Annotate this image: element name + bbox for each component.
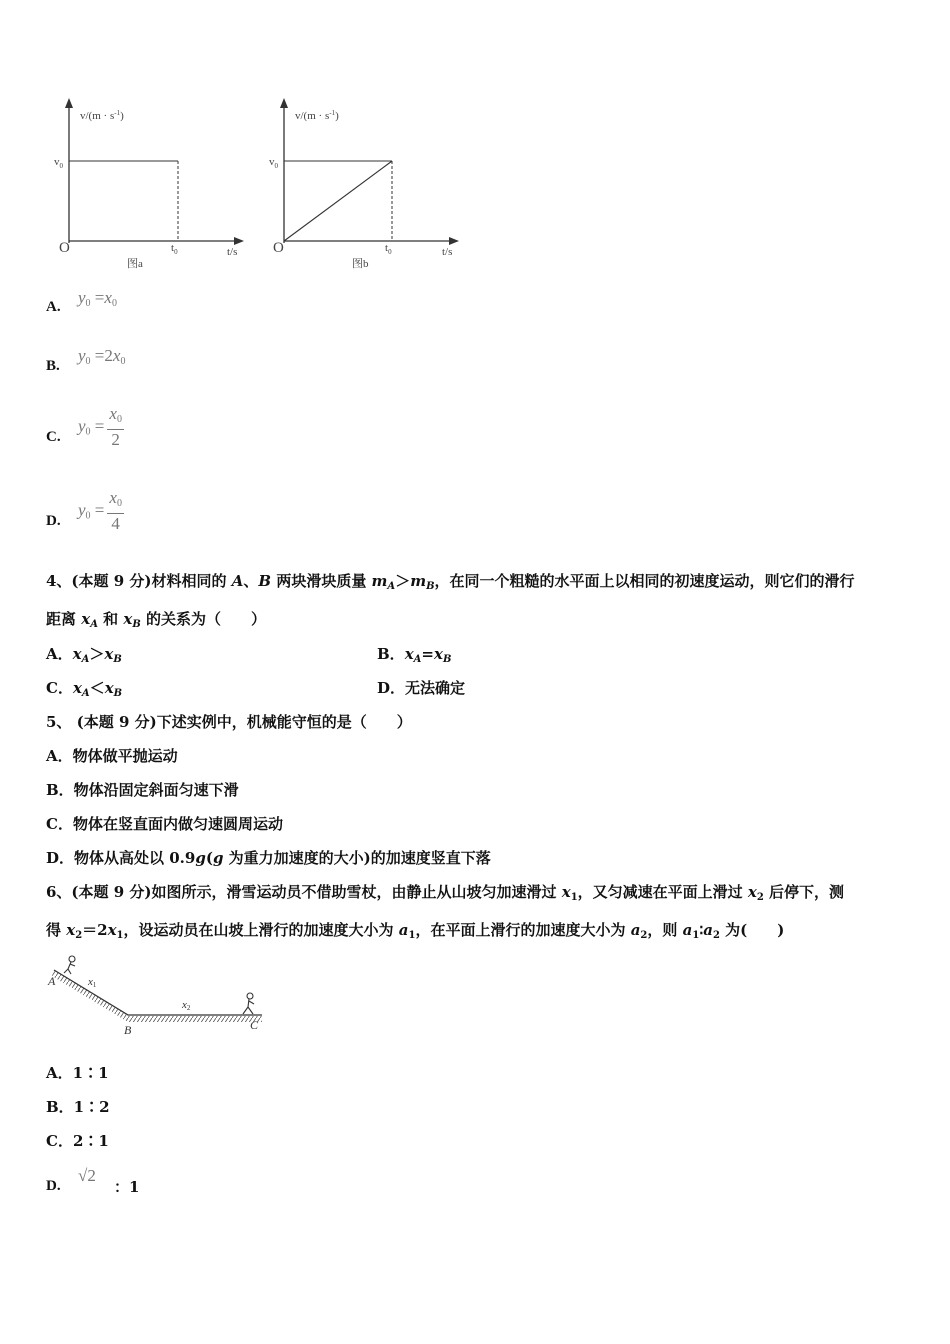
figure-label-x1: x1 [88, 976, 97, 989]
q5-option-d[interactable]: D．物体从高处以 0.9g(g 为重力加速度的大小)的加速度竖直下落 [46, 849, 491, 867]
q3-option-a-formula: $y_0 =x_0$ [78, 288, 117, 309]
q6-option-d-label[interactable]: D. [46, 1178, 61, 1194]
graph-b-caption: 图b [352, 258, 369, 270]
q3-option-b-formula: $y_0 =2x_0$ [78, 346, 126, 367]
q3-option-c-formula: $y_0$ = $\frac{x_0}{2}$ [78, 404, 122, 449]
q6-stem-line1: 6、(本题 9 分)如图所示，滑雪运动员不借助雪杖，由静止从山坡匀加速滑过 $x_1$，又匀减速在平面上滑过 $x_2$ 后停下，测 [46, 883, 845, 903]
q3-option-a-label[interactable]: A. [46, 299, 61, 315]
q3-option-d-fraction: $\frac{x_0}{4}$ [109, 488, 122, 533]
graph-a-y-arrow [65, 98, 73, 108]
skier-top-icon [64, 956, 75, 974]
q4-stem-line2: 距离 $x_A$ 和 $x_B$ 的关系为（ ） [46, 610, 267, 630]
q3-option-b-label[interactable]: B. [46, 358, 60, 374]
slope-hatching [52, 970, 262, 1022]
graph-a-x-arrow [234, 237, 244, 245]
graph-b-x-arrow [449, 237, 459, 245]
q6-stem-line2: 得 $x_2=2x_1$，设运动员在山坡上滑行的加速度大小为 $a_1$，在平面上滑行的加速度大小为 $a_2$，则 $a_1∶a_2$ 为( ) [46, 921, 785, 941]
graph-a-v0-label: $v_0$ [54, 156, 63, 170]
q3-option-c-label[interactable]: C. [46, 429, 61, 445]
q6-option-a[interactable]: A．1∶1 [46, 1064, 109, 1082]
figure-label-a: A [48, 974, 56, 988]
q5-stem: 5、 (本题 9 分)下述实例中，机械能守恒的是（ ） [46, 713, 412, 731]
graph-a-y-label: $v/(m \cdot s^{-1})$ [80, 109, 124, 122]
graph-a-x-label: t/s [227, 246, 238, 258]
q4-option-c[interactable]: C．$x_A<x_B$ [46, 679, 123, 699]
graph-b-t0-label: $t_0$ [385, 242, 392, 256]
graph-b [265, 95, 475, 270]
q6-option-d-ratio: ：1 [114, 1178, 140, 1196]
figure-label-c: C [250, 1018, 259, 1032]
q4-option-b[interactable]: B．$x_A=x_B$ [377, 645, 452, 665]
q6-option-c[interactable]: C．2∶1 [46, 1132, 109, 1150]
q5-option-a[interactable]: A．物体做平抛运动 [46, 747, 178, 765]
q3-option-d-formula: $y_0$ = $\frac{x_0}{4}$ [78, 488, 122, 533]
q4-option-d[interactable]: D．无法确定 [377, 679, 466, 697]
skier-bottom-icon [243, 993, 254, 1014]
q6-option-b[interactable]: B．1∶2 [46, 1098, 110, 1116]
q6-option-d-sqrt: √2 [78, 1166, 96, 1185]
graph-b-x-label: t/s [442, 246, 453, 258]
graph-b-y-arrow [280, 98, 288, 108]
q3-option-d-label[interactable]: D. [46, 513, 61, 529]
q4-option-a[interactable]: A．$x_A>x_B$ [46, 645, 122, 665]
figure-label-b: B [124, 1023, 132, 1037]
graph-b-v0-label: $v_0$ [269, 156, 278, 170]
q5-option-c[interactable]: C．物体在竖直面内做匀速圆周运动 [46, 815, 283, 833]
graph-a-origin: O [59, 240, 70, 256]
graph-a-caption: 图a [127, 258, 143, 270]
q3-option-c-fraction: $\frac{x_0}{2}$ [109, 404, 122, 449]
q4-stem-line1: 4、(本题 9 分)材料相同的 A、B 两块滑块质量 $m_A>m_B$，在同一个粗糙的水平面上以相同的初速度运动，则它们的滑行 [46, 572, 855, 592]
ski-slope-figure [44, 952, 274, 1037]
q5-option-b[interactable]: B．物体沿固定斜面匀速下滑 [46, 781, 239, 799]
graph-a [50, 95, 260, 270]
figure-label-x2: x2 [182, 999, 191, 1012]
graph-b-y-label: $v/(m \cdot s^{-1})$ [295, 109, 339, 122]
graph-a-t0-label: $t_0$ [171, 242, 178, 256]
graph-b-origin: O [273, 240, 284, 256]
graph-b-ramp-line [284, 161, 392, 241]
